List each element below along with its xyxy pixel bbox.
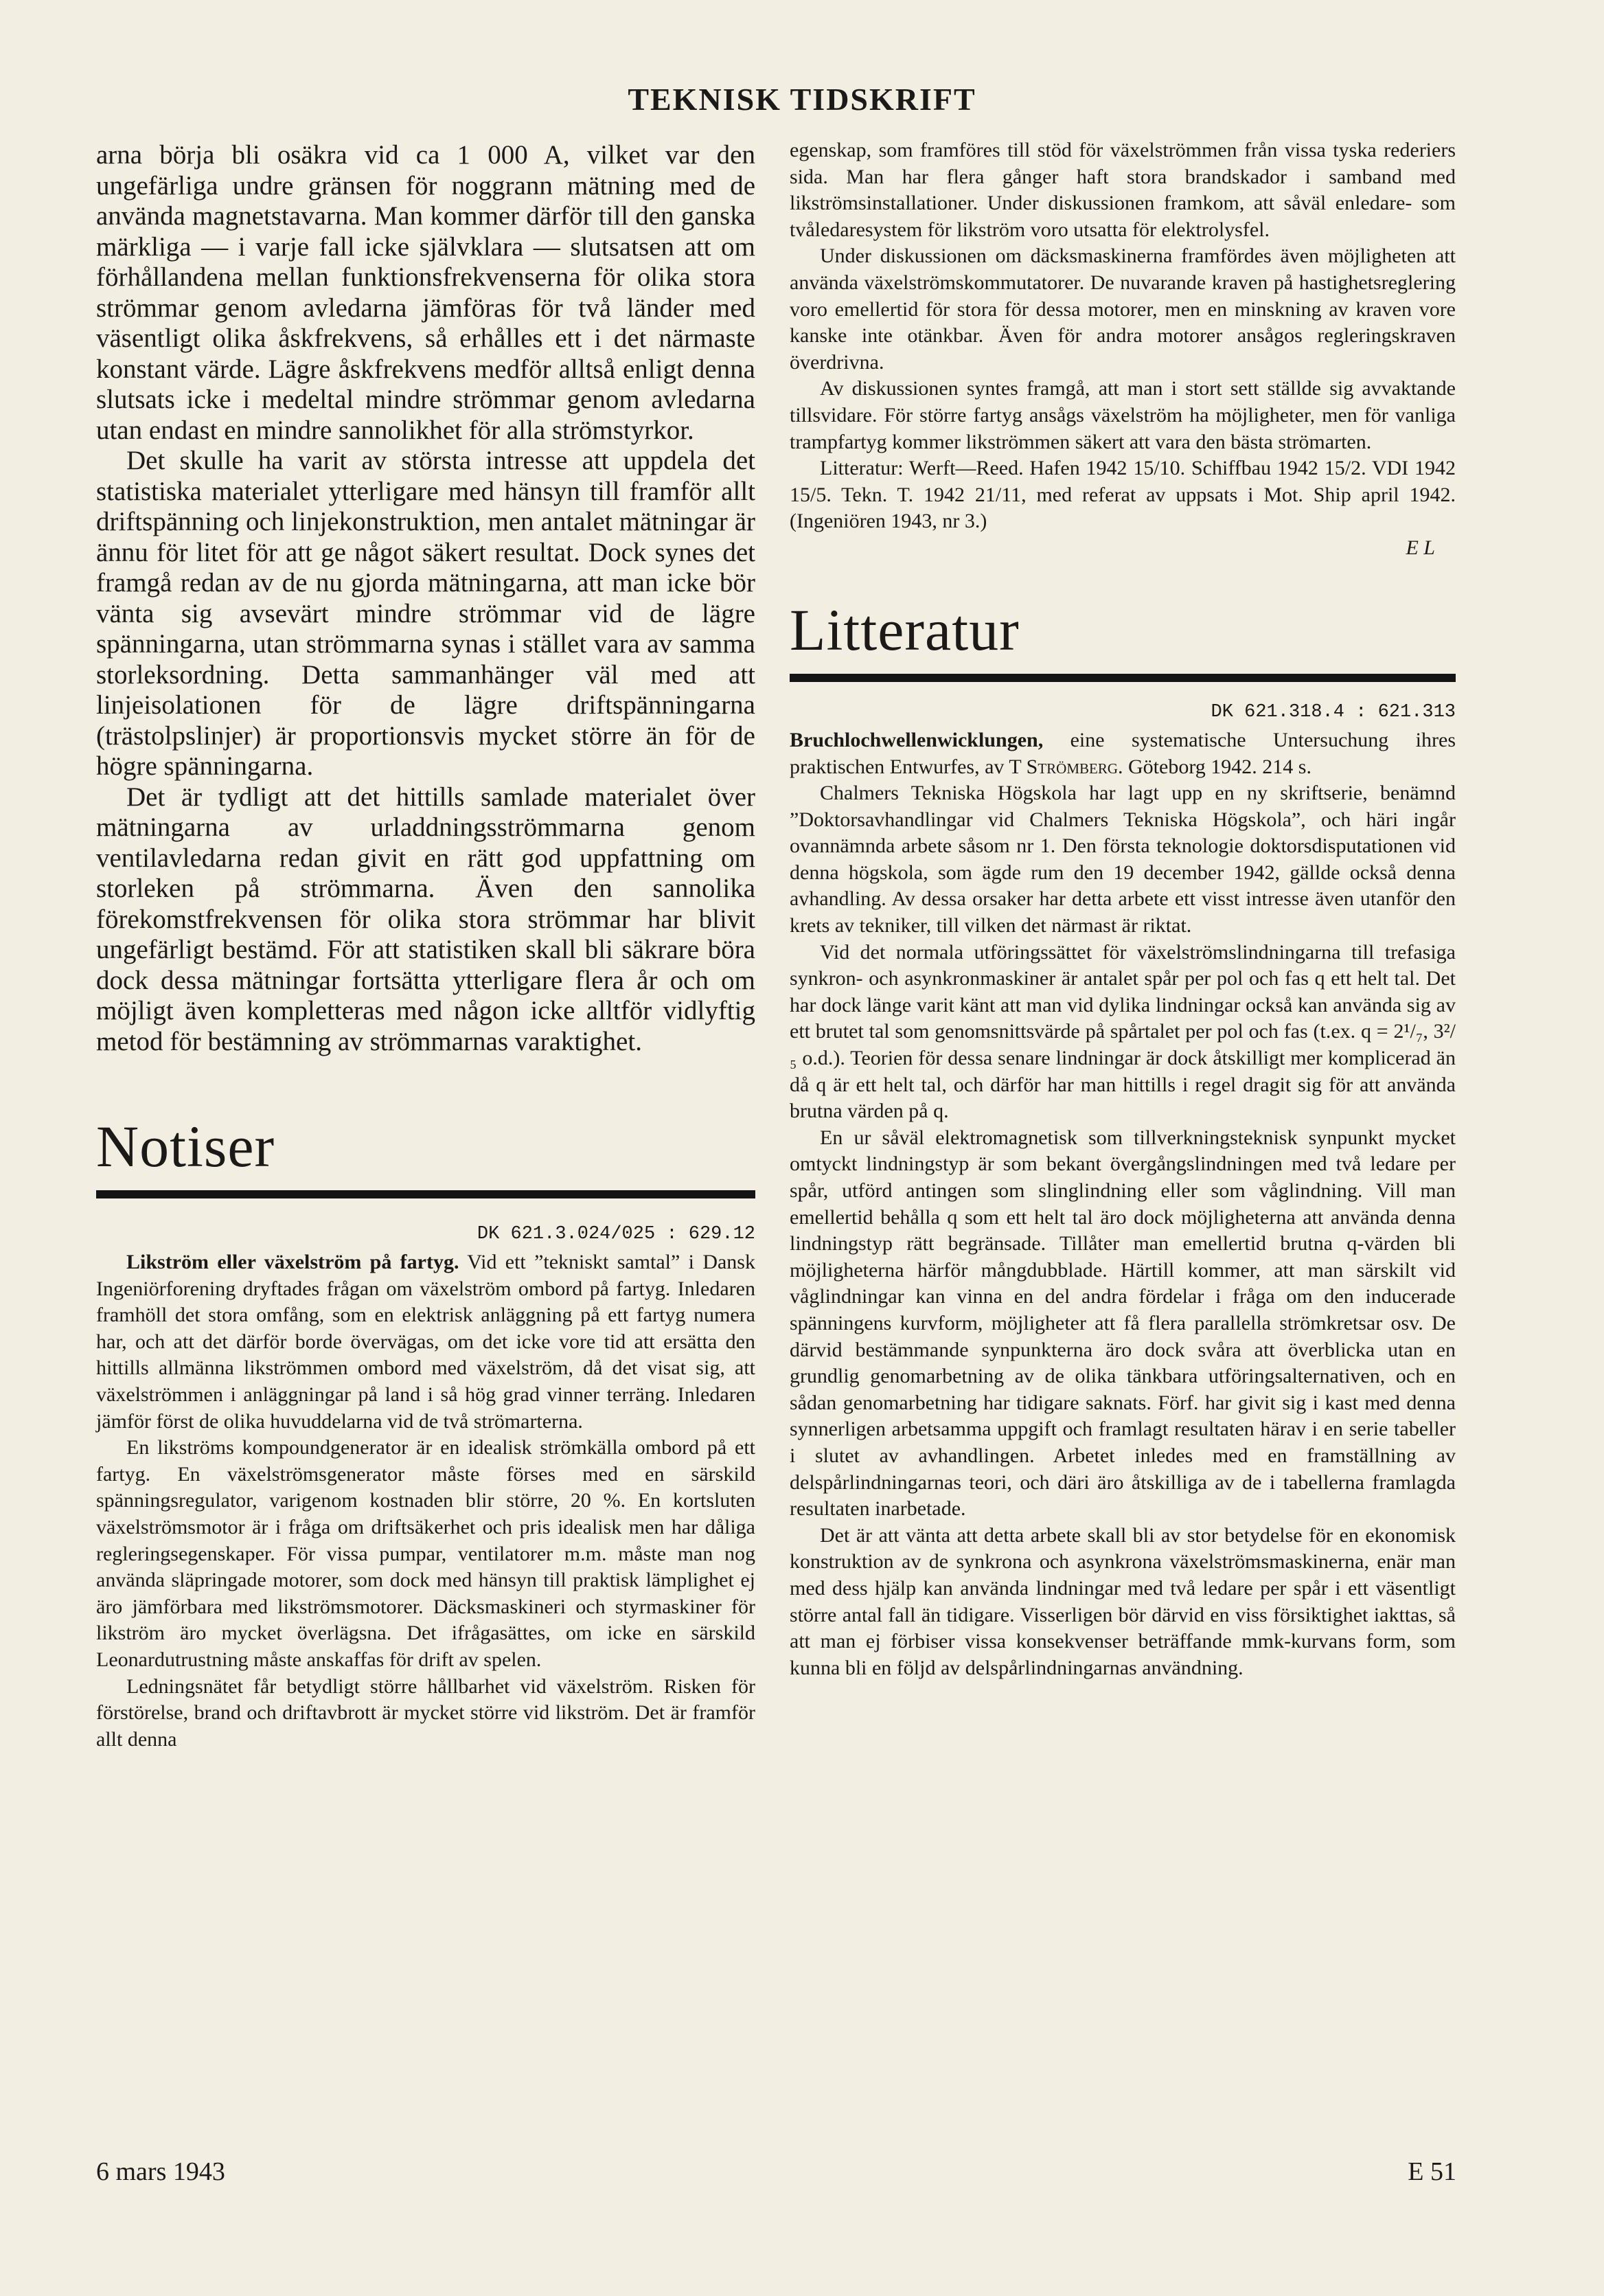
- notis-paragraph: Av diskussionen syntes framgå, att man i stort sett ställde sig avvaktande tillsvidare. För större fartyg ansågs växelström ha möjligheter, men för vanliga trampfartyg kommer likströmmen säkert att vara den bästa strömarten.: [790, 377, 1456, 453]
- section-rule: [96, 1190, 755, 1198]
- notis-paragraph: Under diskussionen om däcksmaskinerna framfördes även möjligheten att använda växelströmskommutatorer. De nuvarande kraven på hastighetsreglering voro emellertid för stora för dessa motorer, men en minskning av kraven vore kanske inte otänkbar. Även för andra motorer ansågos regleringskraven överdrivna.: [790, 245, 1456, 374]
- review-book-pub: . Göteborg 1942. 214 s.: [1118, 755, 1311, 778]
- litteratur-heading: Litteratur: [790, 596, 1020, 663]
- notis-continuation-paragraph: egenskap, som framföres till stöd för växelströmmen från vissa tyska rederiers sida. Man har flera gånger haft stora brandskador i samband med likströmsinstallationer. Under diskussionen framkom, att såväl enledare- som tvåledaresystem för likström voro utsatta för elektrolysfel.: [790, 139, 1456, 241]
- review-paragraph: Vid det normala utföringssättet för växelströmslindningarna till trefasiga synkron- och asynkronmaskiner är antalet spår per pol och fas q ett helt tal. Det har dock länge varit känt att man vid dylika lindningar också kan använda sig av ett brutet tal som genomsnittsvärde på spårtalet per pol och fas (t.ex. q = 2¹/₇, 3²/₅ o.d.). Teorien för dessa senare lindningar är dock åtskilligt mer komplicerad än då q är ett helt tal, och därför har man hittills i regel dragit sig för att använda brutna värden på q.: [790, 940, 1456, 1123]
- references-paragraph: Litteratur: Werft—Reed. Hafen 1942 15/10. Schiffbau 1942 15/2. VDI 1942 15/5. Tekn. T. 1942 21/11, med referat av uppsats i Mot. Ship april 1942. (Ingeniören 1943, nr 3.): [790, 457, 1456, 533]
- notis-paragraph: Ledningsnätet får betydligt större hållbarhet vid växelström. Risken för förstörelse, brand och driftavbrott är mycket större vid likström. Det är framför allt denna: [96, 1674, 755, 1751]
- review-paragraph: Chalmers Tekniska Högskola har lagt upp en ny skriftserie, benämnd ”Doktorsavhandlingar vid Chalmers Tekniska Högskola”, och häri ingår ovannämnda arbete såsom nr 1. Den första teknologie doktorsdisputationen vid denna högskola, som ägde rum den 19 december 1942, gällde också denna avhandling. Av dessa orsaker har detta arbete ett visst intresse även utanför den krets av tekniker, till vilken det närmast är riktat.: [790, 782, 1456, 937]
- review-lead-paragraph: [790, 727, 1456, 780]
- notis-text: Vid ett ”tekniskt samtal” i Dansk Ingeniörforening dryftades frågan om växelström ombord på fartyg. Inledaren framhöll det stora omfång, som en elektrisk anläggning på ett fartyg numera har, och att det därför borde övervägas, om det icke vore tid att ersätta den hittills allmänna likströmmen ombord med växelström, då det visat sig, att växelströmmen i anläggningar på land i så hög grad vinner terräng. Inledaren jämför först de olika huvuddelarna vid de två strömarterna.: [96, 1251, 755, 1433]
- review-author: Strömberg: [1026, 755, 1119, 778]
- notis-paragraph: En likströms kompoundgenerator är en idealisk strömkälla ombord på ett fartyg. En växelströmsgenerator måste förses med en särskild spänningsregulator, varigenom kostnaden blir större, 20 %. En kortsluten växelströmsmotor är i fråga om driftsäkerhet och pris idealisk men har dåliga regleringsegenskaper. För vissa pumpar, ventilatorer m.m. måste man nog använda släpringade motorer, som dock med hänsyn till praktisk lämplighet ej äro jämförbara med likströmsmotorer. Däcksmaskineri och styrmaskiner för likström äro mycket överlägsna. Det ifrågasättes, om icke en särskild Leonardutrustning måste anskaffas för drift av spelen.: [96, 1436, 755, 1671]
- page-number: E 51: [1408, 2157, 1456, 2186]
- issue-date: 6 mars 1943: [96, 2157, 225, 2186]
- article-paragraph: Det är tydligt att det hittills samlade materialet över mätningarna av urladdningsströmmarna genom ventilavledarna redan givit en rätt god uppfattning om storleken på strömmarna. Även den sannolika förekomstfrekvensen för olika stora strömmar har blivit ungefärligt bestämd. För att statistiken skall bli säkrare böra dock dessa mätningar fortsätta ytterligare flera år och om möjligt även kompletteras med någon icke alltför vidlyftig metod för bestämning av strömmarnas varaktighet.: [96, 782, 755, 1056]
- notiser-heading: Notiser: [96, 1113, 275, 1179]
- review-book-title: Bruchlochwellenwicklungen,: [790, 728, 1044, 751]
- article-paragraph: Det skulle ha varit av största intresse att uppdela det statistiska materialet ytterligare med hänsyn till framför allt driftspänning och linjekonstruktion, men antalet mätningar är ännu för litet för att ge något säkert resultat. Dock synes det framgå redan av de nu gjorda mätningarna, att man icke bör vänta sig avsevärt mindre strömmar vid de lägre spänningarna, utan strömmarna synas i stället vara av samma storleksordning. Detta sammanhänger väl med att linjeisolationen för de lägre driftspänningarna (trästolpslinjer) är proportionsvis mycket större än för de högre spänningarna.: [96, 446, 755, 781]
- review-paragraph: Det är att vänta att detta arbete skall bli av stor betydelse för en ekonomisk konstruktion av de synkrona och asynkrona växelströmsmaskinerna, enär man med dess hjälp kan använda lindningar med två ledare per spår i ett väsentligt större antal fall än tidigare. Visserligen bör därvid en viss försiktighet iakttas, så att man ej förbiser vissa konsekvenser beträffande mmk-kurvans form, som kunna bli en följd av delspårlindningarnas användning.: [790, 1523, 1456, 1679]
- author-signature: E L: [1406, 536, 1435, 559]
- dk-classification: DK 621.3.024/025 : 629.12: [477, 1224, 755, 1244]
- left-column: [96, 140, 755, 1753]
- review-paragraph: En ur såväl elektromagnetisk som tillverkningsteknisk synpunkt mycket omtyckt lindningstyp är som bekant övergångslindningen med två ledare per spår, utförd antingen som slinglindning eller som våglindning. Vill man emellertid behålla q som ett helt tal äro dock möjligheterna att använda denna lindningstyp rätt begränsade. Tillåter man emellertid brutna q-värden bli möjligheterna härför mångdubblade. Härtill kommer, att man särskilt vid våglindningar kan vinna en del andra fördelar i fråga om den inducerade spänningens kurvform, möjligheter att få flera parallella strömkretsar osv. De därvid bestämmande synpunkterna äro dock svåra att överblicka utan en grundlig genomarbetning av de olika tänkbara utföringsalternativen, och en sådan genomarbetning har tidigare saknats. Förf. har givit sig i kast med denna synnerligen arbetsamma uppgift och framlagt resultaten härav i en serie tabeller i slutet av avhandlingen. Arbetet inledes med en framställning av delspårlindningarnas teori, och däri äro åtskilliga av de i tabellerna framlagda resultaten inarbetade.: [790, 1126, 1456, 1521]
- article-continuation-paragraph: arna börja bli osäkra vid ca 1 000 A, vilket var den ungefärliga undre gränsen för noggrann mätning med de använda magnetstavarna. Man kommer därför till den ganska märkliga — i varje fall icke självklara — slutsatsen att om förhållandena mellan funktionsfrekvenserna för olika stora strömmar genom avledarna jämföras för två länder med väsentligt olika åskfrekvens, så erhålles ett i det närmaste konstant värde. Lägre åskfrekvens medför alltså enligt denna slutsats icke i medeltal mindre strömmar genom avledarna utan endast en mindre sannolikhet för alla strömstyrkor.: [96, 140, 755, 445]
- review-book-desc: eine systematische Untersuchung ihres praktischen Entwurfes, av T: [790, 728, 1456, 778]
- journal-title: TEKNISK TIDSKRIFT: [628, 82, 976, 117]
- dk-classification: DK 621.318.4 : 621.313: [1211, 701, 1456, 723]
- right-column: [790, 137, 1456, 1681]
- notis-paragraph: [96, 1249, 755, 1435]
- notis-lead-title: Likström eller växelström på fartyg.: [126, 1251, 459, 1273]
- section-rule: [790, 674, 1456, 682]
